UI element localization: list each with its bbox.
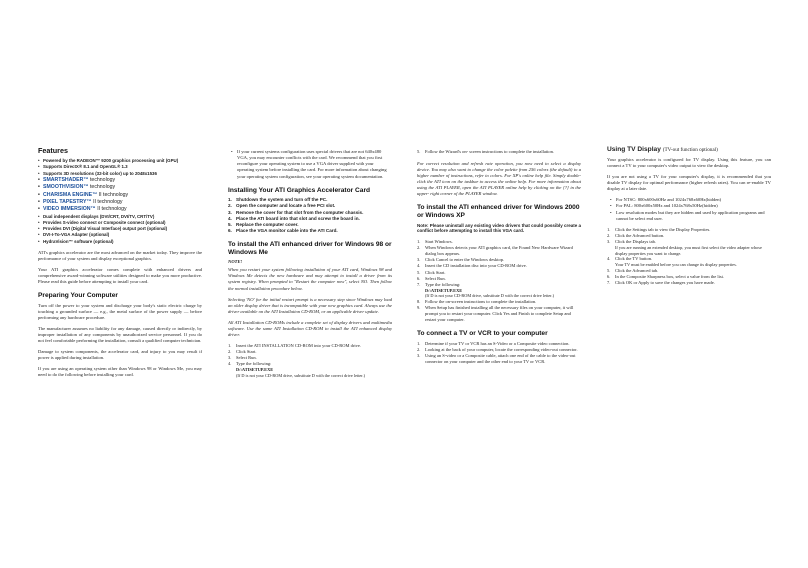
column-3 [417,149,581,369]
prep-paragraph-3: Damage to system components, the accelerator card, and injury to you may result if power is applied during installation. [38,349,202,361]
tv-connect-heading: To connect a TV or VCR to your computer [417,330,548,338]
driver98-steps-list [228,343,392,379]
tv-display-subtitle: (TV-out function optional) [662,147,718,153]
tv-mode-item: • For PAL: 800x600x50Hz and 1024x768x50Hz(hidden) [607,203,771,209]
prep-paragraph-2: The manufacturer assumes no liability for any damage, caused directly or indirectly, by improper installation of any components by unauthorized service personnel. If you do not feel comfortable performing the installation, consult a qualified computer technician. [38,325,202,344]
feature-item: • SMOOTHVISION™ technology [38,184,202,191]
feature-item: • HydraVision™ software (optional) [38,239,202,245]
tv-paragraph-2: If you are not using a TV for your computer's display, it is recommended that you disable TV display for optimal performance (higher refresh rates). You can re-enable TV display at a later date. [607,174,771,192]
feature-item: • Provides DVI (Digital Visual Interface) output port (optional) [38,226,202,232]
resolution-note: For correct resolution and refresh rate operation, you now need to select a display device. You may also want to change the color palette from 256 colors (the default) to a higher number of instructions, refer to colors. For XP's online help file. Simply double-click the ATI icon on the taskbar to access the online help. For more information about using the ATI PLAYER, open the ATI PLAYER online help by clicking on the [?] in the upper- right corner of the PLAYER window. [417,161,581,197]
vga-bullet: • If your current systems configuration uses special drivers that are not 640x480 VGA, you may encounter conflicts with the card. We recommend that you first reconfigure your operating system to use a VGA driver supplied with your operating system before installing the card. For more information about changing your operating system configuration, see your operating system documentation. [228,149,392,180]
install-step: 5. Replace the computer cover. [228,221,299,227]
tv-mode-item: • Low resolution modes but they are hidden and used by application programs and cannot be select end user. [607,210,771,222]
intro-paragraph-2: Your ATI graphics accelerator comes complete with enhanced drivers and comprehensive award-winning software utilities designed to make you more productive. Please read this guide before attempting to install your card. [38,267,202,285]
driver98-heading: To install the ATI enhanced driver for Windows 98 or Windows Me [228,241,392,256]
install-step: 1. Shutdown the system and turn off the PC. [228,197,328,203]
tv-connect-steps-list [417,341,581,365]
tv-display-heading: Using TV Display (TV-out function optional) [607,146,718,153]
driver98-step: 3. Select Run. [228,355,257,360]
features-heading: Features [38,146,68,155]
preparing-heading: Preparing Your Computer [38,292,118,300]
tv-paragraph-1: Your graphics accelerator is configured for TV display. Using this feature, you can connect a TV to your computer's video output to view the desktop. [607,157,771,169]
prep-paragraph-1: Turn off the power to your system and discharge your body's static electric charge by touching a grounded surface — e.g., the metal surface of the power supply — before performing any hardware procedure. [38,302,202,320]
intro-paragraph-1: ATI's graphics accelerator are the most advanced on the market today. They improve the performance of your system and display exceptional graphics. [38,249,202,261]
wizard-step-list [417,149,581,155]
tv-display-step: 4. Click the TV button. Your TV must be enabled before you can change its display properties. [607,256,737,268]
note-paragraph-1: When you restart your system following installation of your ATI card, Windows 98 and Windows Me detects the new hardware and may attempt to install a driver from its system registry. When prompted to "Restart the computer now", select NO. Then follow the normal installation procedure below. [228,267,392,291]
install-step: 2. Open the computer and locate a free PCI slot. [228,203,336,209]
xp-step: 9. When Setup has finished installing all the necessary files on your computer, it will prompt you to restart your computer. Click Yes and Finish to complete Setup and restart your computer. [417,305,574,323]
column-1 [38,146,202,383]
xp-step: 1. Start Windows. [417,239,453,245]
feature-item: • DVI-I-To-VGA Adapter (optional) [38,232,202,238]
driverxp-heading: To install the ATI enhanced driver for Windows 2000 or Windows XP [417,204,580,219]
tv-display-step: 1. Click the Settings tab to view the Display Properties. [607,226,711,232]
xp-step: 4. Insert the CD installation disc into your CD-ROM drive. [417,263,527,269]
tv-display-step: 2. Click the Advanced button. [607,232,665,238]
note-paragraph-2: Selecting 'NO' for the initial restart prompt is a necessary step since Windows may load an older display driver that is incompatible with your new graphics card. Always use the driver available on the ATI Installation CD-ROM, or an applicable driver update. [228,296,392,314]
tv-mode-item: • For NTSC: 800x600x60Hz and 1024x768x60Hz(hidden) [607,197,771,203]
feature-item: • Dual independent displays (DVI/CRT, DVI/TV, CRT/TV) [38,214,202,220]
feature-item: • VIDEO IMMERSION™ II technology [38,206,202,213]
column-2 [228,149,392,383]
note-label: NOTE! [228,259,243,265]
feature-item: • Provides S-video connect or Composite connect (optional) [38,220,202,226]
install-step: 3. Remove the cover for that slot from the computer chassis. [228,209,364,215]
note-paragraph-3: All ATI Installation CD-ROMs include a complete set of display drivers and multimedia software. Use the same ATI Installation CD-ROM to install the ATI enhanced display driver. [228,319,392,337]
xp-note: Note: Please uninstall any existing video drivers that could possibly create a conflict before attempting to install this VGA card. [417,222,581,234]
install-step: 6. Place the VGA monitor cable into the ATI Card. [228,227,338,233]
install-steps-list [228,197,392,234]
xp-steps-list [417,239,581,323]
xp-step: 5. Click Start. [417,269,446,275]
feature-item: • Powered by the RADEON™ 9200 graphics processing unit (GPU) [38,158,202,164]
xp-step: 2. When Windows detects your ATI graphics card, the Found New Hardware Wizard dialog box appears. [417,245,573,257]
feature-item: • SMARTSHADER™ technology [38,177,202,184]
tv-display-step: 7. Click OK or Apply to save the changes you have made. [607,280,715,286]
xp-step: 6. Select Run. [417,275,446,281]
tv-display-step: 5. Click the Advanced tab. [607,268,659,274]
feature-item: • PIXEL TAPESTRY™ II technology [38,199,202,206]
tv-connect-step: 1. Determine if your TV or VCR has an S-Video or a Composite video connection. [417,340,570,346]
xp-step: 8. Follow the on-screen instructions to complete the installation. [417,299,537,305]
driver98-step: 1. Insert the ATI INSTALLATION CD-ROM into your CD-ROM drive. [228,342,362,348]
vga-bullet-list [228,149,392,180]
xp-step: 7. Type the following: D:\ATISETUP.EXE (If D is not your CD-ROM drive, substitute D with the correct drive letter.) [417,281,554,299]
driver98-step: 2. Click Start. [228,348,257,354]
features-list [38,158,202,245]
prep-paragraph-4: If you are using an operating system other than Windows 98 or Windows Me, you may need to do the following before installing your card. [38,366,202,378]
xp-step: 3. Click Cancel to enter the Windows desktop. [417,257,505,263]
tv-connect-step: 2. Looking at the back of your computer, locate the corresponding video-out connector. [417,346,578,352]
install-step: 4. Place the ATI board into that slot and screw the board in. [228,215,360,221]
feature-item: • Supports 3D resolutions (32-bit color) up to 2048x1536 [38,171,202,177]
install-card-heading: Installing Your ATI Graphics Accelerator Card [228,186,371,194]
feature-item: • Supports DirectX® 8.1 and OpenGL® 1.3 [38,164,202,170]
driver98-step: 4. Type the following: D:\ATISETUP.EXE (If D is not your CD-ROM drive, substitute D with the correct drive letter.) [228,361,365,378]
column-4 [607,146,771,290]
tv-connect-step: 3. Using an S-video or a Composite cable, attach one end of the cable to the video-out connector on your computer and the other end to your TV or VCR. [417,352,576,364]
tv-display-step: 6. In the Composite Sharpness box, select a value from the list. [607,274,724,280]
feature-item: • CHARISMA ENGINE™ II technology [38,192,202,199]
tv-display-step: 3. Click the Displays tab. If you are running an extended desktop, you must first select the video adapter whose display properties you want to change. [607,238,762,256]
wizard-step: 5. Follow the Wizard's on- screen instructions to complete the installation. [417,149,555,154]
tv-display-steps-list [607,227,771,286]
tv-modes-list [607,197,771,222]
